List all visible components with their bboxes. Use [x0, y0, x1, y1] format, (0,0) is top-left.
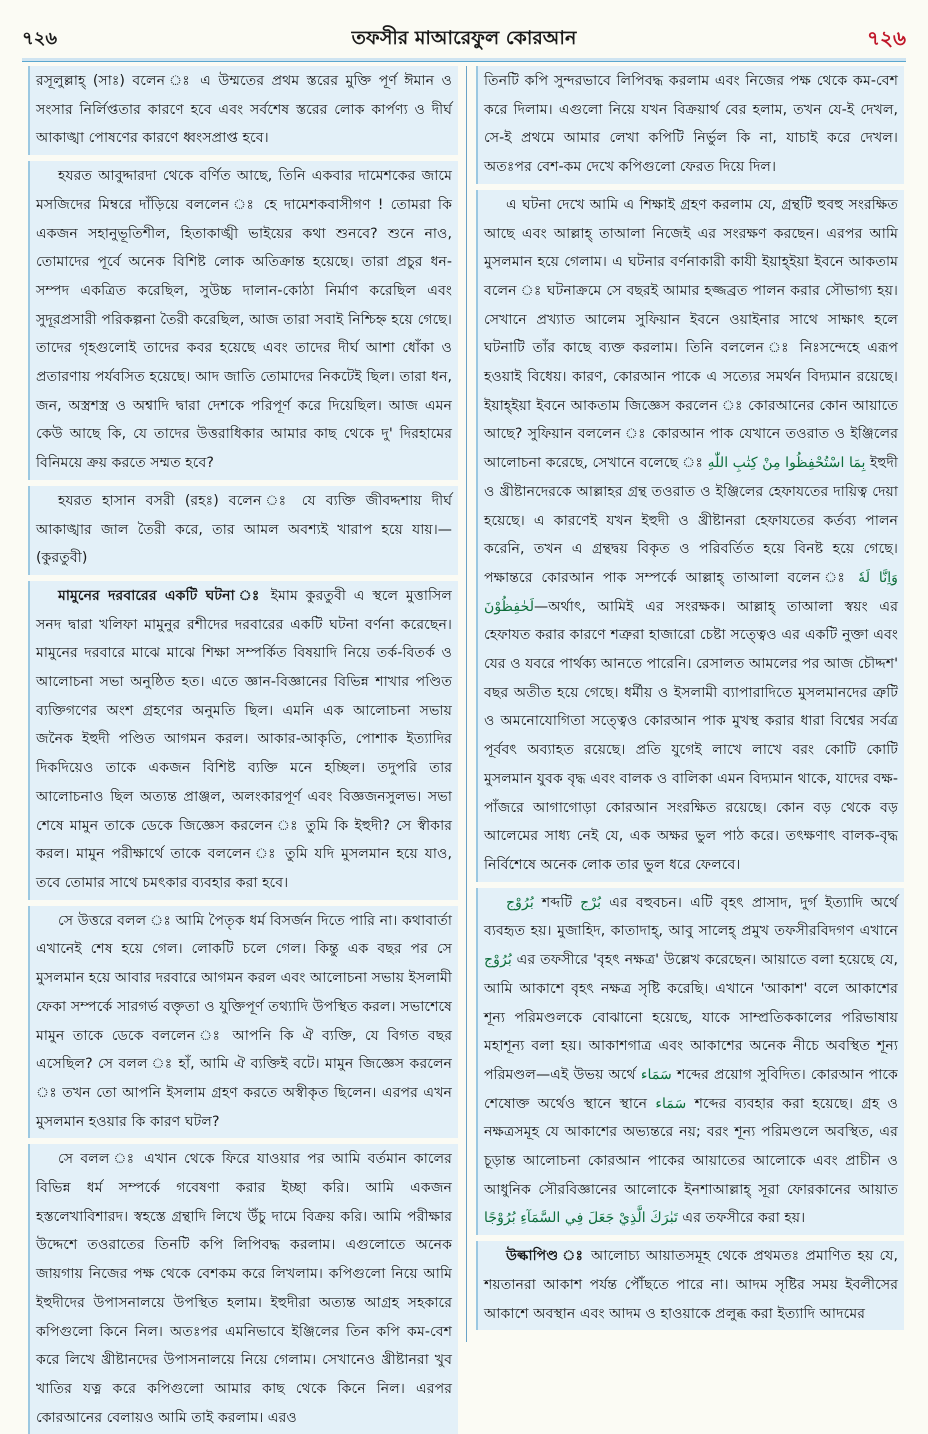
paragraph-text: হযরত আবুদ্দারদা থেকে বর্ণিত আছে, তিনি একবার দামেশকের জামে মসজিদের মিম্বরে দাঁড়িয়ে বললেন ঃ হে দামেশকবাসীগণ ! তোমরা কি একজন সহানুভূতিশীল, হিতাকাঙ্খী ভাইয়ের কথা শুনবে? শুনে নাও, তোমাদের পূর্বে অনেক বিশিষ্ট লোক অতিক্রান্ত হয়েছে। তারা প্রচুর ধন-সম্পদ একত্রিত করেছিল, সুউচ্চ দালান-কোঠা নির্মাণ করেছিল এবং সুদূরপ্রসারী পরিকল্পনা তৈরী করেছিল, আজ তারা সবাই নিশ্চিহ্ন হয়ে গেছে। তাদের গৃহগুলোই তাদের কবর হয়েছে এবং তাদের দীর্ঘ আশা ধোঁকা ও প্রতারণায় পর্যবসিত হয়েছে। আদ জাতি তোমাদের নিকটেই ছিল। তারা ধন, জন, অস্ত্রশস্ত্র ও অশ্বাদি দ্বারা দেশকে পরিপূর্ণ করে দিয়েছিল। আজ এমন কেউ আছে কি, যে তাদের উত্তরাধিকার আমার কাছ থেকে দু' দিরহামের বিনিময়ে ক্রয় করতে সম্মত হবে?	[36, 168, 452, 472]
paragraph-body: এর তফসীরে 'বৃহৎ নক্ষত্র' উল্লেখ করেছেন। আয়াতে বলা হয়েছে যে, আমি আকাশে বৃহৎ নক্ষত্র সৃষ্টি করেছি। এখানে 'আকাশ' বলে আকাশের শূন্য পরিমণ্ডলকে বোঝানো হয়েছে, যাকে সাম্প্রতিককালের পরিভাষায় মহাশূন্য বলা হয়। আকাশগাত্র এবং আকাশের অনেক নীচে অবস্থিত শূন্য পরিমণ্ডল—এই উভয় অর্থে	[484, 952, 898, 1083]
arabic-word: بُرُوْج	[506, 894, 534, 911]
paragraph-body: —অর্থাৎ, আমিই এর সংরক্ষক। আল্লাহ্ তাআলা স্বয়ং এর হেফাযত করার কারণে শত্রুরা হাজারো চেষ্টা সত্ত্বেও এর একটি নুক্তা এবং যের ও যবরে পার্থক্য আনতে পারেনি। রেসালত আমলের পর আজ চৌদ্দশ' বছর অতীত হয়ে গেছে। ধর্মীয় ও ইসলামী ব্যাপারাদিতে মুসলমানদের ত্রুটি ও অমনোযোগিতা সত্ত্বেও কোরআন পাক মুখস্থ করার ধারা বিশ্বের সর্বত্র পূর্ববৎ অব্যাহত রয়েছে। প্রতি যুগেই লাখে লাখে বরং কোটি কোটি মুসলমান যুবক বৃদ্ধ এবং বালক ও বালিকা এমন বিদ্যমান থাকে, যাদের বক্ষ-পাঁজরে আগাগোড়া কোরআন সংরক্ষিত রয়েছে। কোন বড় থেকে বড় আলেমের সাধ্য নেই যে, এক অক্ষর ভুল পাঠ করে। তৎক্ষণাৎ বালক-বৃদ্ধ নির্বিশেষে অনেক লোক তার ভুল ধরে ফেলবে।	[484, 598, 898, 873]
left-column	[28, 66, 458, 1426]
arabic-quote: وَاِنَّا لَهٗ لَحٰفِظُوْنَ	[484, 569, 898, 615]
page-header	[0, 0, 928, 60]
paragraph-text	[484, 889, 898, 1233]
paragraph	[28, 906, 458, 1139]
paragraph-body: ইহুদী ও খ্রীষ্টানদেরকে আল্লাহর গ্রন্থ তওরাত ও ইঞ্জিলের হেফাযতের দায়িত্ব দেয়া হয়েছে। এ কারণেই যখন ইহুদী ও খ্রীষ্টানরা হেফাযতের কর্তব্য পালন করেনি, তখন এ গ্রন্থদ্বয় বিকৃত ও পরিবর্তিত হয়ে বিনষ্ট হয়ে গেছে। পক্ষান্তরে কোরআন পাক সম্পর্কে আল্লাহ্ তাআলা বলেন ঃ	[484, 455, 898, 586]
arabic-quote: بِمَا اسْتُحْفِظُوا مِنْ كِتٰبِ اللّٰهِ	[707, 455, 866, 472]
arabic-word: سَمَاء	[640, 1066, 672, 1083]
paragraph-body: শব্দের ব্যবহার করা হয়েছে। গ্রহ ও নক্ষত্রসমূহ যে আকাশের অভ্যন্তরে নয়; বরং শূন্য পরিমণ্ডলে অবস্থিত, এর চূড়ান্ত আলোচনা কোরআন পাকের আয়াতের আলোকে এবং প্রাচীন ও আধুনিক সৌরবিজ্ঞানের আলোকে ইনশাআল্লাহ্ সূরা ফোরকানের আয়াত	[484, 1095, 898, 1198]
arabic-word: بُرْج	[580, 894, 602, 911]
arabic-quote: تَبٰرَكَ الَّذِيْ جَعَلَ فِي السَّمَآءِ بُرُوْجًا	[484, 1210, 678, 1227]
paragraph-body: এর বহুবচন। এটি বৃহৎ প্রাসাদ, দুর্গ ইত্যাদি অর্থে ব্যবহৃত হয়। মুজাহিদ, কাতাদাহ্, আবু সালেহ্ প্রমুখ তফসীরবিদগণ এখানে	[484, 894, 898, 940]
paragraph	[28, 66, 458, 155]
arabic-word: بُرُوْج	[484, 952, 512, 969]
paragraph	[28, 581, 458, 900]
header-rule	[22, 58, 906, 62]
page-number-right: ৭২৬	[866, 26, 906, 50]
paragraph-text	[484, 1242, 898, 1328]
paragraph-text	[484, 191, 898, 880]
section-heading: উল্কাপিণ্ড ঃ	[506, 1248, 585, 1265]
paragraph-text: হযরত হাসান বসরী (রহঃ) বলেন ঃ যে ব্যক্তি জীবদ্দশায় দীর্ঘ আকাঙ্খার জাল তৈরী করে, তার আমল অবশ্যই খারাপ হয়ে যায়।—(কুরতুবী)	[36, 492, 452, 567]
paragraph-text: সে বলল ঃ এখান থেকে ফিরে যাওয়ার পর আমি বর্তমান কালের বিভিন্ন ধর্ম সম্পর্কে গবেষণা করার ইচ্ছা করি। আমি একজন হস্তলেখাবিশারদ। স্বহস্তে গ্রন্থাদি লিখে উঁচু দামে বিক্রয় করি। আমি পরীক্ষার উদ্দেশে তওরাতের তিনটি কপি লিপিবদ্ধ করলাম। এগুলোতে অনেক জায়গায় নিজের পক্ষ থেকে বেশকম করে লিখলাম। কপিগুলো নিয়ে আমি ইহুদীদের উপাসনালয়ে উপস্থিত হলাম। ইহুদীরা অত্যন্ত আগ্রহ সহকারে কপিগুলো কিনে নিল। অতঃপর এমনিভাবে ইঞ্জিলের তিন কপি কম-বেশ করে লিখে খ্রীষ্টানদের উপাসনালয়ে নিয়ে গেলাম। সেখানেও খ্রীষ্টানরা খুব খাতির যত্ন করে কপিগুলো আমার কাছ থেকে কিনে নিল। এরপর কোরআনের বেলায়ও আমি তাই করলাম। এরও	[36, 1151, 452, 1426]
column-divider	[466, 66, 467, 1342]
paragraph	[28, 1144, 458, 1434]
paragraph	[476, 190, 904, 882]
paragraph	[476, 66, 904, 184]
paragraph	[28, 161, 458, 480]
paragraph-body: ইমাম কুরতুবী এ স্থলে মুত্তাসিল সনদ দ্বারা খলিফা মামুনুর রশীদের দরবারের একটি ঘটনা বর্ণনা করেছেন। মামুনের দরবারে মাঝে মাঝে শিক্ষা সম্পর্কিত বিষয়াদি নিয়ে তর্ক-বিতর্ক ও আলোচনা সভা অনুষ্ঠিত হত। এতে জ্ঞান-বিজ্ঞানের বিভিন্ন শাখার পণ্ডিত ব্যক্তিগণের অংশ গ্রহণের অনুমতি ছিল। এমনি এক আলোচনা সভায় জনৈক ইহুদী পণ্ডিত আগমন করল। আকার-আকৃতি, পোশাক ইত্যাদির দিকদিয়েও তাকে একজন বিশিষ্ট ব্যক্তি মনে হচ্ছিল। তদুপরি তার আলোচনাও ছিল অত্যন্ত প্রাঞ্জল, অলংকারপূর্ণ এবং বিজ্ঞজনসুলভ। সভা শেষে মামুন তাকে ডেকে জিজ্ঞেস করলেন ঃ তুমি কি ইহুদী? সে স্বীকার করল। মামুন পরীক্ষার্থে তাকে বললেন ঃ তুমি যদি মুসলমান হয়ে যাও, তবে তোমার সাথে চমৎকার ব্যবহার করা হবে।	[36, 587, 452, 891]
paragraph-body: শব্দের প্রয়োগ সুবিদিত। কোরআন পাকে শেষোক্ত অর্থেও স্থানে স্থানে	[484, 1066, 898, 1112]
paragraph-body: আলোচ্য আয়াতসমূহ থেকে প্রথমতঃ প্রমাণিত হয় যে, শয়তানরা আকাশ পর্যন্ত পৌঁছতে পারে না। আদম সৃষ্টির সময় ইবলীসের আকাশে অবস্থান এবং আদম ও হাওয়াকে প্রলুব্ধ করা ইত্যাদি আদমের	[484, 1248, 898, 1322]
section-heading: মামুনের দরবারের একটি ঘটনা ঃ	[58, 587, 263, 604]
arabic-word: سَمَاء	[655, 1095, 687, 1112]
paragraph-text: সে উত্তরে বলল ঃ আমি পৈতৃক ধর্ম বিসর্জন দিতে পারি না। কথাবার্তা এখানেই শেষ হয়ে গেল। লোকটি চলে গেল। কিন্তু এক বছর পর সে মুসলমান হয়ে আবার দরবারে আগমন করল এবং আলোচনা সভায় ইসলামী ফেকা সম্পর্কে সারগর্ভ বক্তৃতা ও যুক্তিপূর্ণ তথ্যাদি উপস্থিত করল। সভাশেষে মামুন তাকে ডেকে বললেন ঃ আপনি কি ঐ ব্যক্তি, যে বিগত বছর এসেছিল? সে বলল ঃ হাঁ, আমি ঐ ব্যক্তিই বটে। মামুন জিজ্ঞেস করলেন ঃ তখন তো আপনি ইসলাম গ্রহণ করতে অস্বীকৃত ছিলেন। এরপর এখন মুসলমান হওয়ার কি কারণ ঘটল?	[36, 912, 452, 1130]
paragraph	[476, 1241, 904, 1330]
paragraph-body: শব্দটি	[533, 894, 581, 911]
paragraph	[28, 486, 458, 575]
page-number-left: ৭২৬	[22, 28, 58, 49]
paragraph-text: তিনটি কপি সুন্দরভাবে লিপিবদ্ধ করলাম এবং নিজের পক্ষ থেকে কম-বেশ করে দিলাম। এগুলো নিয়ে যখন বিক্রয়ার্থ বের হলাম, তখন যে-ই দেখল, সে-ই প্রথমে আমার লেখা কপিটি নির্ভুল কি না, যাচাই করে দেখল। অতঃপর বেশ-কম দেখে কপিগুলো ফেরত দিয়ে দিল।	[484, 73, 898, 176]
paragraph	[476, 888, 904, 1235]
paragraph-body: এ ঘটনা দেখে আমি এ শিক্ষাই গ্রহণ করলাম যে, গ্রন্থটি হুবহু সংরক্ষিত আছে এবং আল্লাহ্ তাআলা নিজেই এর সংরক্ষণ করছেন। এরপর আমি মুসলমান হয়ে গেলাম। এ ঘটনার বর্ণনাকারী কাযী ইয়াহ্ইয়া ইবনে আকতাম বলেন ঃ ঘটনাক্রমে সে বছরই আমার হজ্জব্রত পালন করার সৌভাগ্য হয়। সেখানে প্রখ্যাত আলেম সুফিয়ান ইবনে ওয়াইনার সাথে সাক্ষাৎ হলে ঘটনাটি তাঁর কাছে ব্যক্ত করলাম। তিনি বললেন ঃ নিঃসন্দেহে এরূপ হওয়াই বিধেয়। কারণ, কোরআন পাকে এ সত্যের সমর্থন বিদ্যমান রয়েছে। ইয়াহ্ইয়া ইবনে আকতাম জিজ্ঞেস করলেন ঃ কোরআনের কোন আয়াতে আছে? সুফিয়ান বললেন ঃ কোরআন পাক যেখানে তওরাত ও ইঞ্জিলের আলোচনা করেছে, সেখানে বলেছে ঃ	[484, 196, 898, 472]
right-column	[476, 66, 904, 1340]
paragraph-text	[36, 582, 452, 898]
paragraph-text: রসূলুল্লাহ্ (সাঃ) বলেন ঃ এ উম্মতের প্রথম স্তরের মুক্তি পূর্ণ ঈমান ও সংসার নির্লিপ্ততার কারণে হবে এবং সর্বশেষ স্তরের লোক কার্পণ্য ও দীর্ঘ আকাঙ্খা পোষণের কারণে ধ্বংসপ্রাপ্ত হবে।	[36, 73, 452, 147]
running-title: তফসীর মাআরেফুল কোরআন	[351, 27, 577, 49]
paragraph-body: এর তফসীরে করা হয়।	[677, 1210, 806, 1227]
